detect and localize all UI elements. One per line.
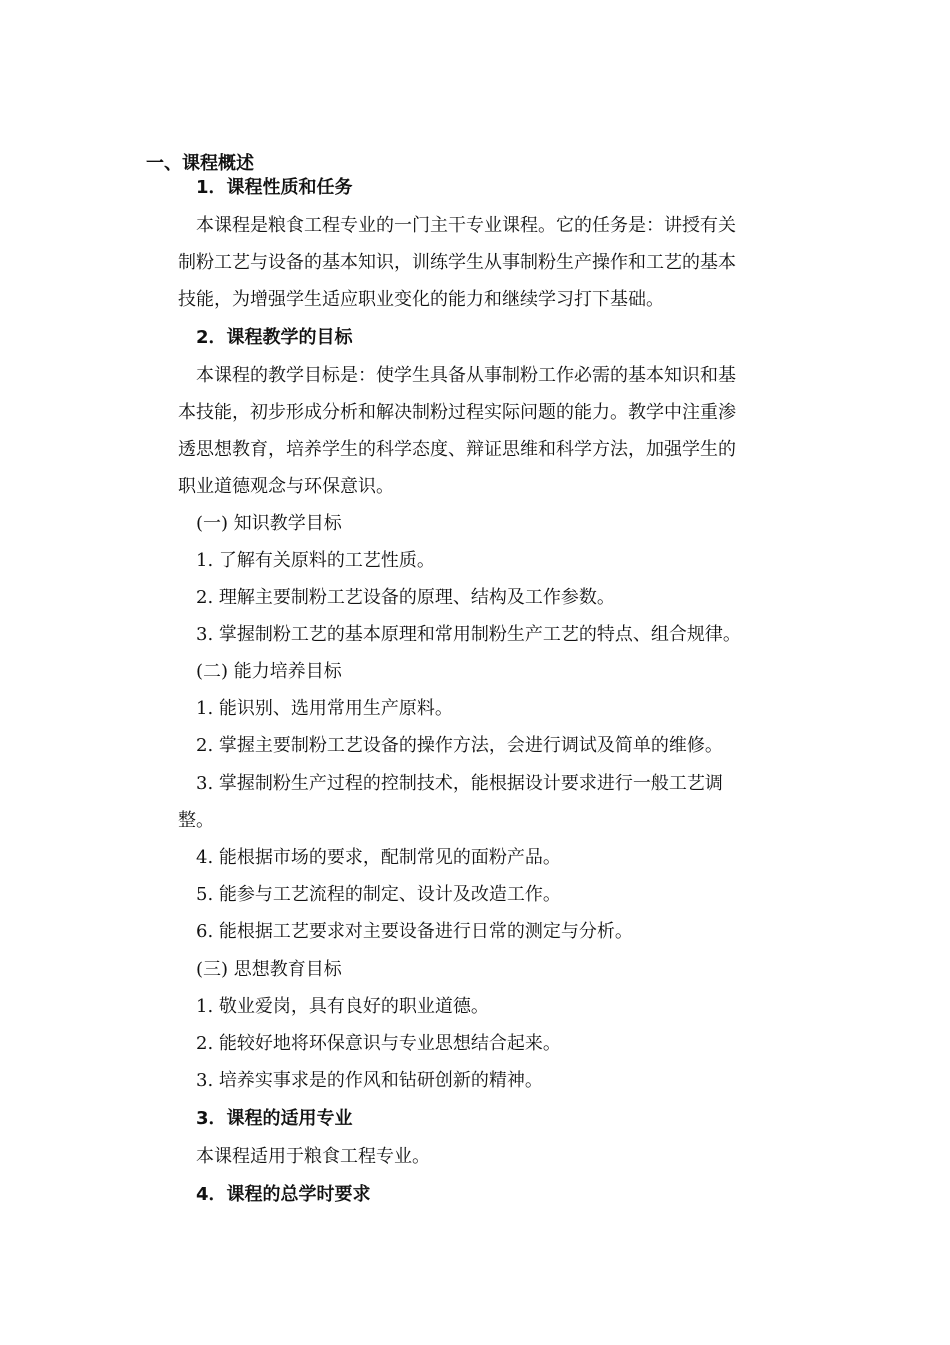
section-title: 一、课程概述: [146, 153, 254, 174]
list-item: 2. 理解主要制粉工艺设备的原理、结构及工作参数。: [196, 587, 615, 608]
sub2-heading: 2．课程教学的目标: [196, 327, 353, 348]
knowledge-heading: (一) 知识教学目标: [196, 513, 342, 534]
list-item: 1. 了解有关原料的工艺性质。: [196, 550, 435, 571]
list-item: 1. 敬业爱岗，具有良好的职业道德。: [196, 996, 489, 1017]
list-item: 3. 培养实事求是的作风和钻研创新的精神。: [196, 1070, 543, 1091]
list-item: 4. 能根据市场的要求，配制常见的面粉产品。: [196, 847, 561, 868]
sub3-heading: 3．课程的适用专业: [196, 1108, 353, 1129]
list-item: 6. 能根据工艺要求对主要设备进行日常的测定与分析。: [196, 921, 633, 942]
sub3-paragraph-line: 本课程适用于粮食工程专业。: [196, 1146, 430, 1167]
sub1-heading: 1．课程性质和任务: [196, 177, 353, 198]
sub1-paragraph-line: 本课程是粮食工程专业的一门主干专业课程。它的任务是：讲授有关: [196, 215, 736, 236]
sub2-paragraph-line: 职业道德观念与环保意识。: [178, 476, 394, 497]
list-item: 1. 能识别、选用常用生产原料。: [196, 698, 453, 719]
list-item: 3. 掌握制粉生产过程的控制技术，能根据设计要求进行一般工艺调: [196, 773, 723, 794]
list-item: 5. 能参与工艺流程的制定、设计及改造工作。: [196, 884, 561, 905]
sub2-paragraph-line: 本课程的教学目标是：使学生具备从事制粉工作必需的基本知识和基: [196, 365, 736, 386]
list-item-continuation: 整。: [178, 810, 214, 831]
sub2-paragraph-line: 透思想教育，培养学生的科学态度、辩证思维和科学方法，加强学生的: [178, 439, 736, 460]
sub4-heading: 4．课程的总学时要求: [196, 1184, 371, 1205]
sub1-paragraph-line: 制粉工艺与设备的基本知识，训练学生从事制粉生产操作和工艺的基本: [178, 252, 736, 273]
sub2-paragraph-line: 本技能，初步形成分析和解决制粉过程实际问题的能力。教学中注重渗: [178, 402, 736, 423]
list-item: 3. 掌握制粉工艺的基本原理和常用制粉生产工艺的特点、组合规律。: [196, 624, 741, 645]
sub1-paragraph-line: 技能，为增强学生适应职业变化的能力和继续学习打下基础。: [178, 289, 664, 310]
list-item: 2. 掌握主要制粉工艺设备的操作方法，会进行调试及简单的维修。: [196, 735, 723, 756]
list-item: 2. 能较好地将环保意识与专业思想结合起来。: [196, 1033, 561, 1054]
ability-heading: (二) 能力培养目标: [196, 661, 342, 682]
ideology-heading: (三) 思想教育目标: [196, 959, 342, 980]
